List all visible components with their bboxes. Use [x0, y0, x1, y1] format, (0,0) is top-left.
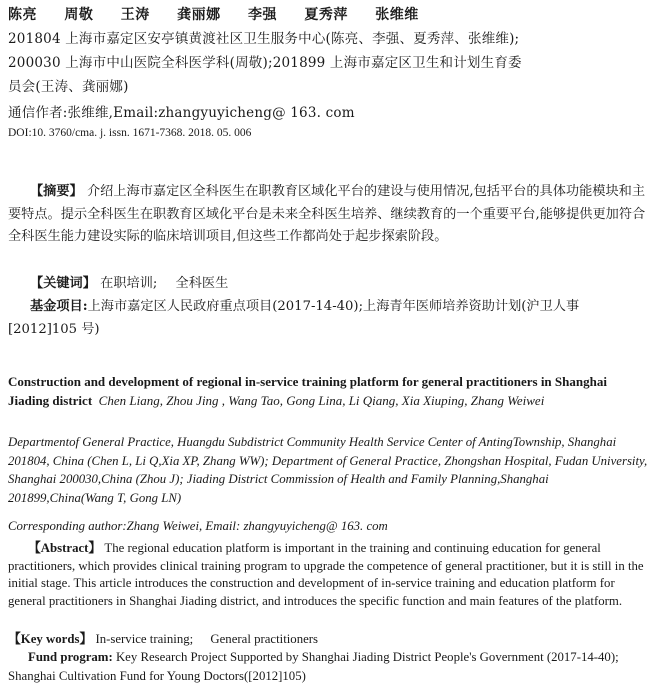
abstract-cn-label: 【摘要】 — [30, 184, 83, 199]
abstract-cn-text: 介绍上海市嘉定区全科医生在职教育区域化平台的建设与使用情况,包括平台的具体功能模块和主要特点。提示全科医生在职教育区域化平台是未来全科医生培养、继续教育的一个重要平台,能够提供更加符合全科医生能力建设实际的临床培训项目,但这些工作都尚处于起步探索阶段。 — [8, 184, 646, 244]
fund-en — [8, 648, 648, 685]
english-title-block — [8, 372, 648, 410]
paper-title-en: Construction and development of regional in-service training platform for general practitioners in Shanghai Jiading district — [8, 374, 607, 408]
keywords-cn-label: 【关键词】 — [30, 276, 96, 291]
author-name: 龚丽娜 — [177, 7, 221, 23]
author-name: 张维维 — [375, 7, 419, 23]
doi: DOI:10. 3760/cma. j. issn. 1671-7368. 2018. 05. 006 — [8, 127, 252, 139]
affiliations-en: Departmentof General Practice, Huangdu Subdistrict Community Health Service Center of AntingTownship, Shanghai 201804, China (Chen L, Li Q,Xia XP, Zhang WW); Department of General Practice, Zhongshan Hospital, Fudan University, Shanghai 200030,China (Zhou J); Jiading District Commission of Health and Family Planning,Shanghai 201899,China(Wang T, Gong LN) — [8, 435, 648, 506]
fund-en-label: Fund program: — [28, 650, 113, 664]
author-name: 陈亮 — [8, 7, 37, 23]
author-name: 夏秀萍 — [304, 7, 348, 23]
author-list-en: Chen Liang, Zhou Jing , Wang Tao, Gong Lina, Li Qiang, Xia Xiuping, Zhang Weiwei — [98, 393, 545, 408]
keyword: In-service training; — [95, 632, 194, 646]
abstract-cn — [8, 181, 648, 249]
keyword: 在职培训; — [100, 276, 158, 291]
author-name: 李强 — [248, 7, 277, 23]
abstract-en-text: The regional education platform is important in the training and continuing education for general practitioners, which provides clinical training program to upgrade the competence of general practitioner, but it is still in the initial stage. This article introduces the construction and development of in-service training and education platform for general practitioners in Shanghai Jiading district, and introduces the specific function and main features of the platform. — [8, 541, 644, 608]
author-list-cn — [8, 4, 441, 24]
corresponding-author-cn: 通信作者:张维维,Email:zhangyuyicheng@ 163. com — [8, 105, 355, 121]
abstract-en-label: 【Abstract】 — [28, 541, 102, 555]
fund-cn — [8, 296, 648, 341]
fund-cn-text: 上海市嘉定区人民政府重点项目(2017-14-40);上海青年医师培养资助计划(沪卫人事[2012]105 号) — [8, 299, 580, 337]
abstract-en — [8, 540, 648, 610]
fund-en-text: Key Research Project Supported by Shanghai Jiading District People's Government (2017-14-40); Shanghai Cultivation Fund for Young Doctors([2012]105) — [8, 650, 619, 683]
affiliation-cn-line-1: 201804 上海市嘉定区安亭镇黄渡社区卫生服务中心(陈亮、李强、夏秀萍、张维维); — [8, 31, 520, 47]
author-name: 周敬 — [64, 7, 94, 23]
keyword: 全科医生 — [175, 276, 229, 291]
keywords-cn — [8, 273, 648, 296]
keywords-en-label: 【Key words】 — [8, 632, 93, 646]
fund-cn-label: 基金项目: — [30, 299, 88, 314]
keyword: General practitioners — [210, 632, 319, 646]
affiliation-cn-line-2: 200030 上海市中山医院全科医学科(周敬);201899 上海市嘉定区卫生和计划生育委 — [8, 55, 522, 71]
author-name: 王涛 — [120, 7, 150, 23]
affiliation-cn-line-3: 员会(王涛、龚丽娜) — [8, 79, 129, 95]
corresponding-author-en: Corresponding author:Zhang Weiwei, Email: zhangyuyicheng@ 163. com — [8, 519, 388, 533]
